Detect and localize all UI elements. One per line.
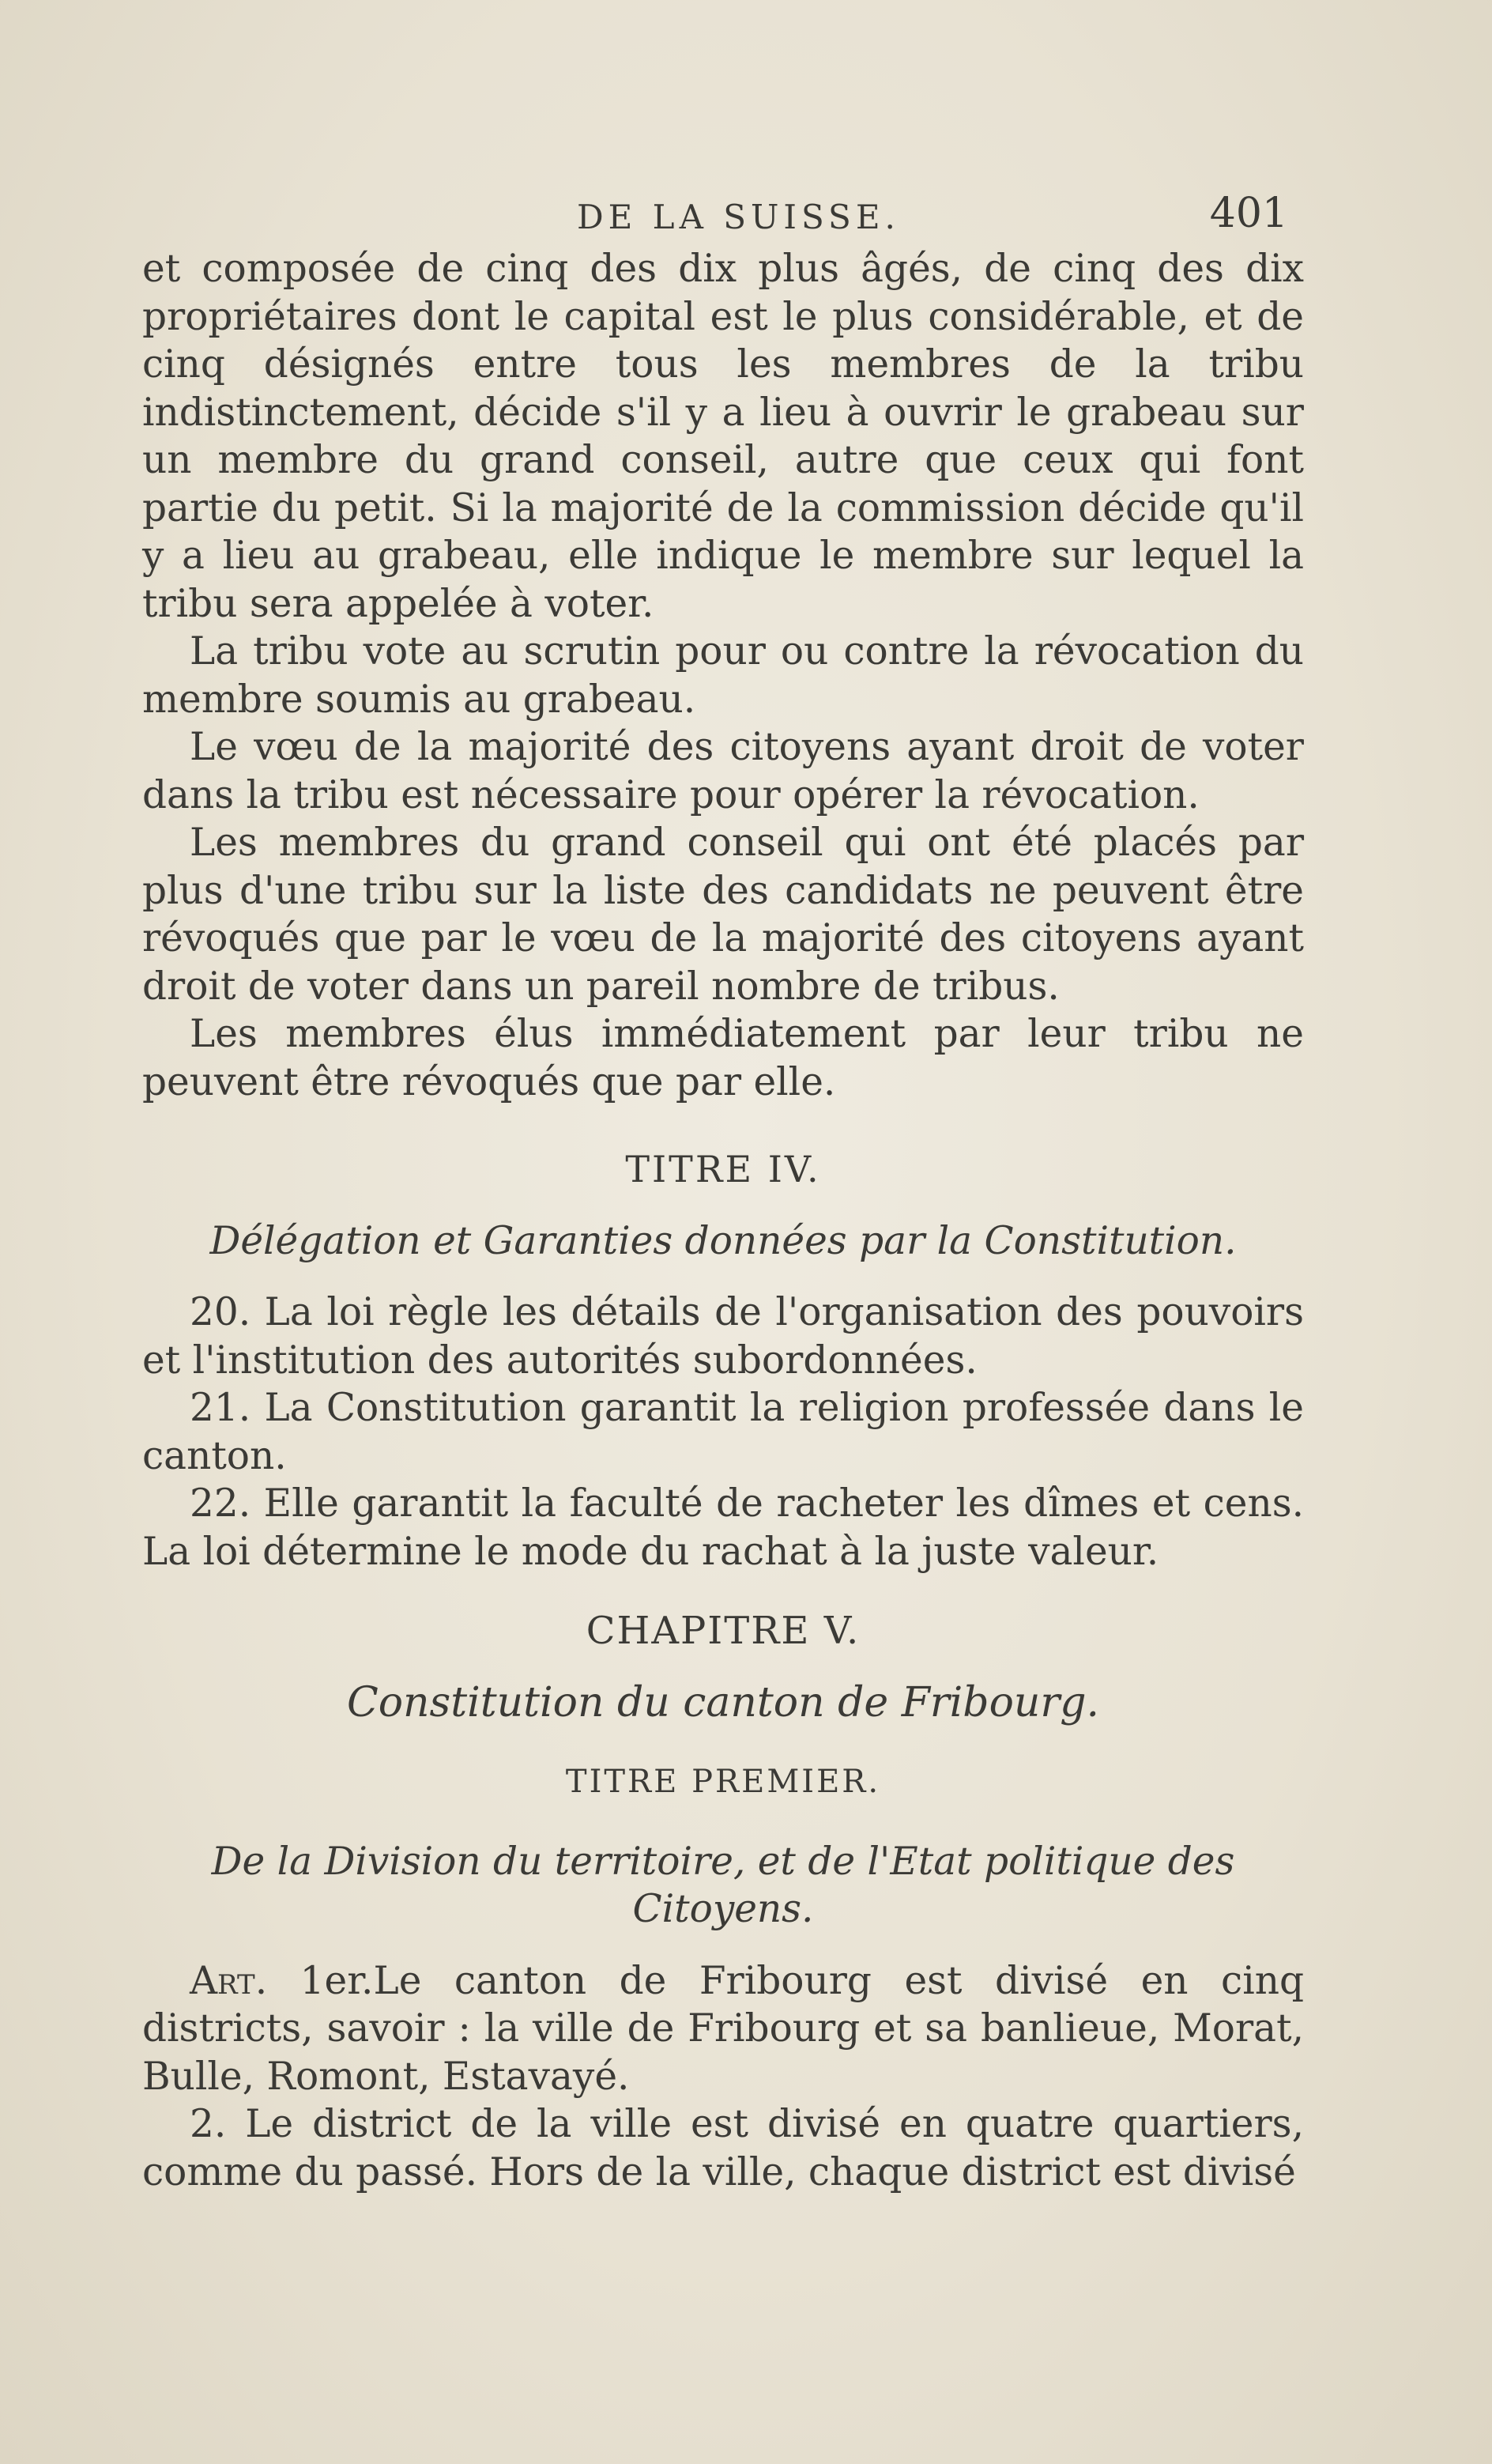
titre-iv-heading: TITRE IV. bbox=[625, 1148, 821, 1190]
chapitre-v-subtitle: Constitution du canton de Fribourg. bbox=[346, 1678, 1100, 1726]
paragraph-vote: La tribu vote au scrutin pour ou contre la révocation du membre soumis au grabeau. bbox=[142, 629, 1304, 722]
article-label: Art. bbox=[190, 1958, 268, 2003]
titre-premier-subtitle: De la Division du territoire, et de l'Etat politique des Citoyens. bbox=[211, 1839, 1235, 1931]
paragraph-continuation: et composée de cinq des dix plus âgés, de cinq des dix propriétaires dont le capital est le plus considérable, et de cinq désignés entre tous les membres de la tribu indistinctement, décide s'il y a lieu à ouvrir le grabeau sur un membre du grand conseil, autre que ceux qui font partie du petit. Si la majorité de la commission décide qu'il y a lieu au grabeau, elle indique le membre sur lequel la tribu sera appelée à voter. bbox=[142, 247, 1304, 626]
page-number: 401 bbox=[1209, 190, 1288, 237]
titre-iv-subtitle: Délégation et Garanties données par la Constitution. bbox=[209, 1218, 1237, 1263]
page-body bbox=[142, 245, 1304, 2196]
paragraph-majority: Le vœu de la majorité des citoyens ayant droit de voter dans la tribu est nécessaire pour opérer la révocation. bbox=[142, 725, 1304, 817]
article-22: 22. Elle garantit la faculté de racheter les dîmes et cens. La loi détermine le mode du rachat à la juste valeur. bbox=[142, 1481, 1304, 1574]
paragraph-multiple-tribes: Les membres du grand conseil qui ont été placés par plus d'une tribu sur la liste des candidats ne peuvent être révoqués que par le vœu de la majorité des citoyens ayant droit de voter dans un pareil nombre de tribus. bbox=[142, 821, 1304, 1009]
titre-premier-heading: TITRE PREMIER. bbox=[565, 1764, 881, 1800]
paragraph-elected-members: Les membres élus immédiatement par leur tribu ne peuvent être révoqués que par elle. bbox=[142, 1012, 1304, 1104]
running-head: DE LA SUISSE. bbox=[577, 198, 900, 236]
article-1-text: Le canton de Fribourg est divisé en cinq districts, savoir : la ville de Fribourg et sa banlieue, Morat, Bulle, Romont, Estavayé. bbox=[142, 1958, 1304, 2099]
article-1-number: 1er. bbox=[300, 1958, 374, 2003]
article-1 bbox=[142, 1957, 1304, 2101]
article-21: 21. La Constitution garantit la religion professée dans le canton. bbox=[142, 1386, 1304, 1478]
article-20: 20. La loi règle les détails de l'organisation des pouvoirs et l'institution des autorités subordonnées. bbox=[142, 1290, 1304, 1383]
chapitre-v-heading: CHAPITRE V. bbox=[586, 1609, 861, 1653]
article-2: 2. Le district de la ville est divisé en quatre quartiers, comme du passé. Hors de la ville, chaque district est divisé bbox=[142, 2102, 1304, 2194]
page-header bbox=[142, 190, 1288, 245]
